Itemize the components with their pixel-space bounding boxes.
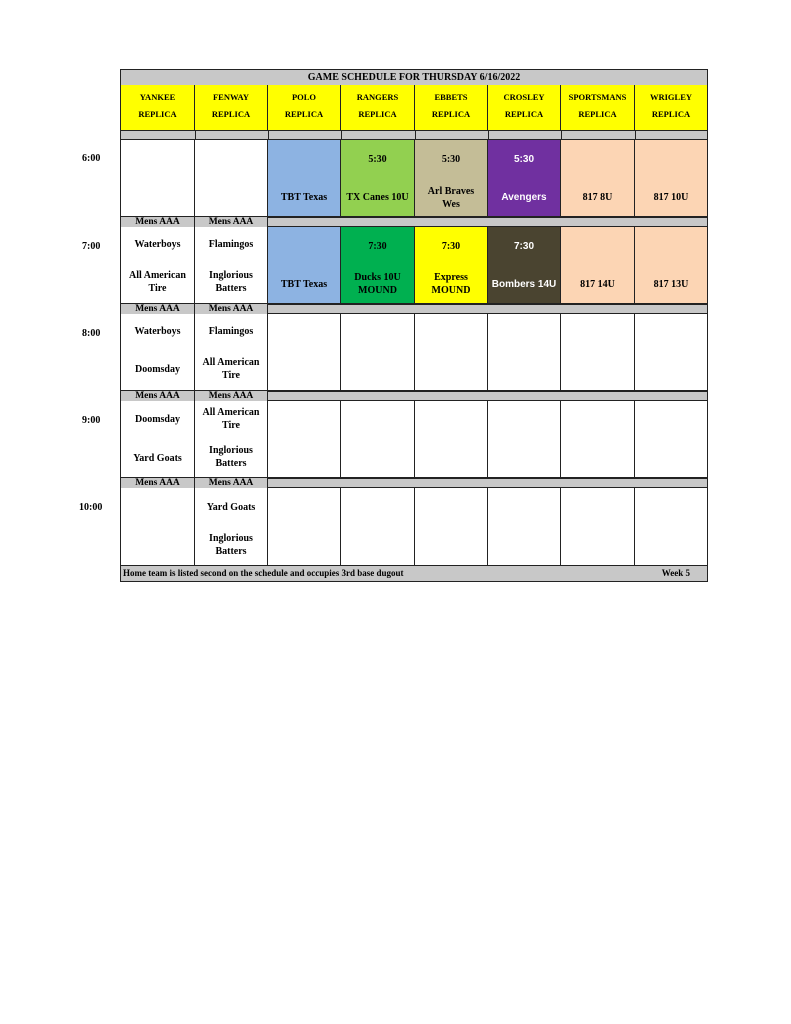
division-label: Mens AAA (121, 391, 195, 401)
slot-800-wrigley (635, 314, 707, 391)
game-team: Tire (222, 420, 240, 431)
slot-800-yankee (121, 314, 195, 391)
week-label: Week 5 (661, 568, 690, 578)
field-header-ebbets (415, 85, 488, 130)
separator-band (268, 217, 707, 227)
slot-900-fenway (195, 401, 268, 478)
field-header-sportsmans (561, 85, 635, 130)
game-field-note: MOUND (431, 285, 471, 296)
field-sub: REPLICA (431, 109, 471, 119)
slot-700-polo (268, 227, 341, 304)
slot-900-crosley (488, 401, 561, 478)
time-label-800: 8:00 (82, 328, 101, 339)
game-time: 5:30 (368, 154, 387, 165)
game-time: 5:30 (513, 154, 534, 165)
slot-600-yankee (121, 140, 195, 217)
slot-1000-rangers (341, 488, 415, 566)
slot-700-crosley (488, 227, 561, 304)
field-name: RANGERS (356, 92, 399, 102)
game-team: Wes (442, 199, 460, 210)
slot-800-polo (268, 314, 341, 391)
slot-600-sportsmans (561, 140, 635, 217)
slot-800-sportsmans (561, 314, 635, 391)
game-team: Tire (222, 370, 240, 381)
field-name: POLO (291, 92, 317, 102)
slot-1000-yankee (121, 488, 195, 566)
game-team: TX Canes 10U (346, 192, 409, 203)
slot-700-fenway (195, 227, 268, 304)
game-team: Yard Goats (206, 502, 256, 513)
game-team: Express (434, 272, 468, 283)
field-name: SPORTSMANS (568, 92, 627, 102)
field-sub: REPLICA (578, 109, 617, 119)
field-name: EBBETS (434, 92, 468, 102)
division-label: Mens AAA (195, 391, 268, 401)
separator-band (268, 478, 707, 488)
game-team: Bombers 14U (491, 279, 557, 290)
game-team: All American (202, 407, 260, 418)
game-team: Batters (215, 283, 247, 294)
column-divider (635, 130, 636, 140)
slot-800-rangers (341, 314, 415, 391)
game-team: Yard Goats (133, 453, 182, 464)
game-time: 7:30 (441, 241, 461, 252)
slot-700-yankee (121, 227, 195, 304)
game-time: 7:30 (513, 241, 534, 252)
column-divider (195, 130, 196, 140)
game-team: Waterboys (134, 326, 181, 337)
schedule-table (120, 69, 708, 582)
slot-600-wrigley (635, 140, 707, 217)
game-team: 817 14U (580, 279, 615, 290)
game-team: Tire (148, 283, 167, 294)
division-label: Mens AAA (121, 217, 195, 227)
division-label: Mens AAA (195, 304, 268, 314)
slot-900-ebbets (415, 401, 488, 478)
slot-900-polo (268, 401, 341, 478)
schedule-title: GAME SCHEDULE FOR THURSDAY 6/16/2022 (121, 70, 707, 86)
column-divider (268, 130, 269, 140)
field-header-wrigley (635, 85, 707, 130)
field-name: FENWAY (212, 92, 250, 102)
field-name: CROSLEY (503, 92, 545, 102)
slot-1000-wrigley (635, 488, 707, 566)
game-team: Doomsday (134, 364, 180, 375)
game-team: Inglorious (209, 270, 253, 281)
slot-700-wrigley (635, 227, 707, 304)
separator-band (121, 130, 707, 140)
game-team: Avengers (501, 192, 547, 203)
slot-900-sportsmans (561, 401, 635, 478)
game-team: TBT Texas (280, 279, 328, 290)
field-header-fenway (195, 85, 268, 130)
game-team: Waterboys (134, 239, 181, 250)
division-label: Mens AAA (195, 478, 268, 488)
field-header-crosley (488, 85, 561, 130)
slot-800-ebbets (415, 314, 488, 391)
slot-800-fenway (195, 314, 268, 391)
division-label: Mens AAA (121, 304, 195, 314)
field-header-yankee (121, 85, 195, 130)
game-team: Doomsday (134, 414, 180, 425)
game-team: 817 10U (653, 192, 689, 203)
slot-1000-sportsmans (561, 488, 635, 566)
game-team: Inglorious (209, 445, 253, 456)
slot-700-rangers (341, 227, 415, 304)
game-team: Inglorious (209, 533, 253, 544)
field-name: YANKEE (139, 92, 176, 102)
time-label-900: 9:00 (82, 415, 101, 426)
division-label: Mens AAA (121, 478, 195, 488)
field-sub: REPLICA (504, 109, 544, 119)
slot-600-fenway (195, 140, 268, 217)
slot-600-rangers (341, 140, 415, 217)
game-team: Ducks 10U (354, 272, 401, 283)
separator-band (268, 304, 707, 314)
game-team: Arl Braves (427, 186, 475, 197)
field-sub: REPLICA (211, 109, 251, 119)
game-team: 817 8U (582, 192, 613, 203)
slot-700-ebbets (415, 227, 488, 304)
separator-band (268, 391, 707, 401)
game-team: TBT Texas (280, 192, 328, 203)
slot-900-rangers (341, 401, 415, 478)
field-sub: REPLICA (651, 109, 691, 119)
column-divider (415, 130, 416, 140)
time-label-600: 6:00 (82, 153, 101, 164)
slot-600-polo (268, 140, 341, 217)
game-team: Flamingos (208, 239, 254, 250)
column-divider (561, 130, 562, 140)
field-name: WRIGLEY (649, 92, 693, 102)
field-sub: REPLICA (284, 109, 324, 119)
field-header-polo (268, 85, 341, 130)
slot-600-crosley (488, 140, 561, 217)
schedule-footer (121, 565, 707, 581)
slot-1000-crosley (488, 488, 561, 566)
division-label: Mens AAA (195, 217, 268, 227)
footer-note: Home team is listed second on the schedule and occupies 3rd base dugout (123, 568, 404, 578)
field-sub: REPLICA (138, 109, 177, 119)
slot-600-ebbets (415, 140, 488, 217)
game-team: 817 13U (653, 279, 689, 290)
slot-1000-fenway (195, 488, 268, 566)
slot-700-sportsmans (561, 227, 635, 304)
game-team: Batters (215, 458, 247, 469)
slot-900-wrigley (635, 401, 707, 478)
field-sub: REPLICA (358, 109, 397, 119)
time-label-1000: 10:00 (79, 502, 103, 513)
slot-800-crosley (488, 314, 561, 391)
game-time: 5:30 (441, 154, 461, 165)
game-team: All American (129, 270, 186, 281)
game-team: Batters (215, 546, 247, 557)
time-label-700: 7:00 (82, 241, 101, 252)
game-field-note: MOUND (358, 285, 397, 296)
game-time: 7:30 (368, 241, 387, 252)
field-header-rangers (341, 85, 415, 130)
slot-1000-polo (268, 488, 341, 566)
slot-1000-ebbets (415, 488, 488, 566)
column-divider (488, 130, 489, 140)
game-team: Flamingos (208, 326, 254, 337)
slot-900-yankee (121, 401, 195, 478)
game-team: All American (202, 357, 260, 368)
column-divider (341, 130, 342, 140)
